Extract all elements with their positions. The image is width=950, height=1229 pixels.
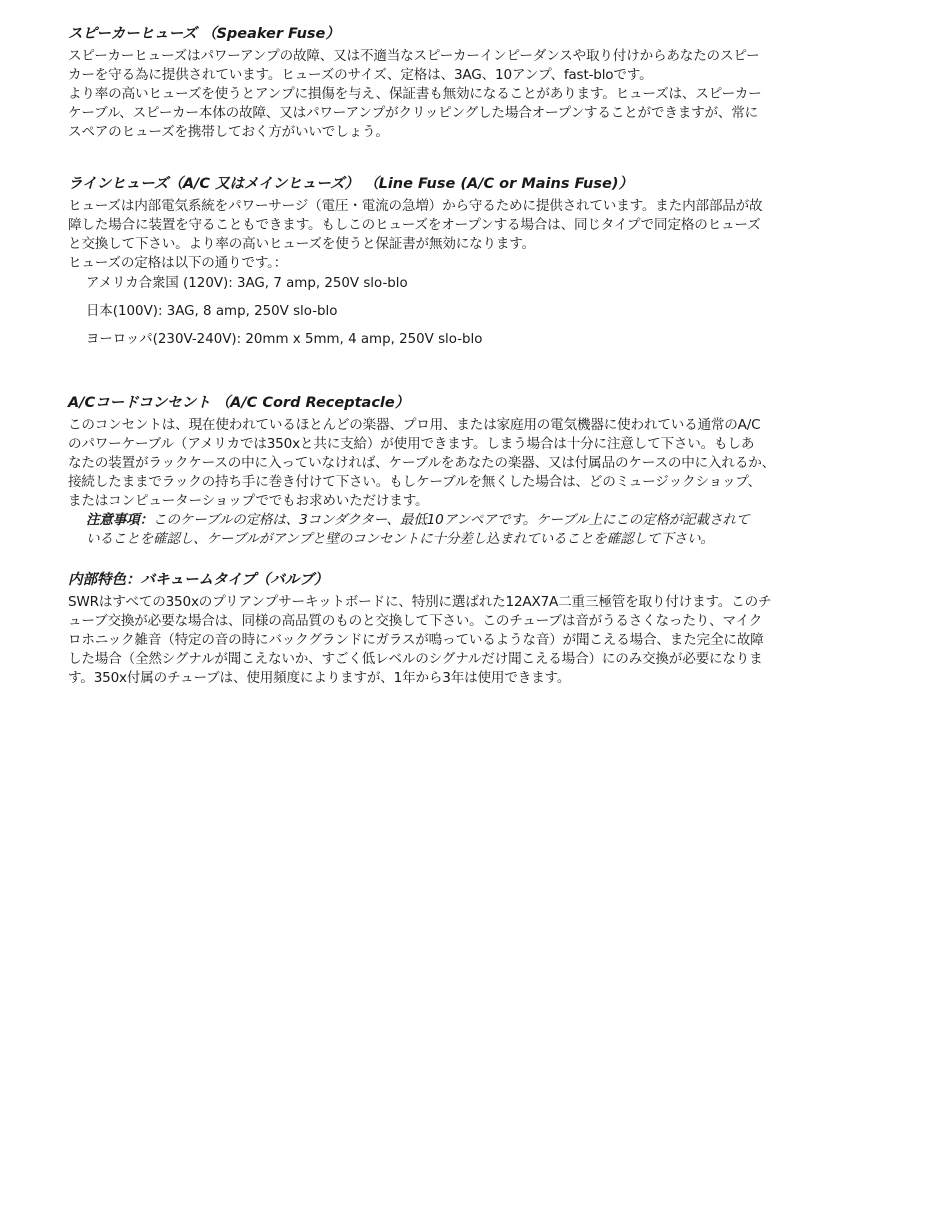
paragraph-line: SWRはすべての350xのプリアンプサーキットボードに、特別に選ばれた12AX7A二重三極管を取り付けます。このチ (68, 594, 772, 610)
caution-text: このケーブルの定格は、3コンダクター、最低10アンペアです。ケーブル上にこの定格が記載されて (152, 512, 750, 528)
fuse-rating-item: 日本(100V): 3AG, 8 amp, 250V slo-blo (86, 304, 338, 319)
paragraph-line: スペアのヒューズを携帯しておく方がいいでしょう。 (68, 124, 389, 140)
paragraph-line: ヒューズの定格は以下の通りです。： (68, 255, 288, 271)
paragraph-line: した場合（全然シグナルが聞こえないか、すごく低レベルのシグナルだけ聞こえる場合）にのみ交換が必要になりま (68, 651, 763, 667)
paragraph-line: ヒューズは内部電気系統をパワーサージ（電圧・電流の急増）から守るために提供されています。また内部部品が故 (68, 198, 763, 214)
paragraph-line: スピーカーヒューズはパワーアンプの故障、又は不適当なスピーカーインピーダンスや取り付けからあなたのスピー (68, 48, 760, 64)
paragraph-line: ロホニック雑音（特定の音の時にバックグランドにガラスが鳴っているような音）が聞こえる場合、また完全に故障 (68, 632, 764, 648)
line-fuse-section (68, 174, 880, 358)
paragraph-line: ューブ交換が必要な場合は、同様の高品質のものと交換して下さい。このチューブは音がうるさくなったり、マイク (68, 613, 763, 629)
paragraph-line: より率の高いヒューズを使うとアンプに損傷を与え、保証書も無効になることがあります。ヒューズは、スピーカー (68, 86, 762, 102)
paragraph-line: このコンセントは、現在使われているほとんどの楽器、プロ用、または家庭用の電気機器に使われている通常のA/C (68, 417, 761, 433)
fuse-rating-item: アメリカ合衆国 (120V): 3AG, 7 amp, 250V slo-blo (86, 276, 408, 291)
paragraph-line: 障した場合に装置を守ることもできます。もしこのヒューズをオープンする場合は、同じタイプで同定格のヒューズ (68, 217, 761, 233)
section-heading: A/Cコードコンセント （A/C Cord Receptacle） (68, 395, 410, 411)
paragraph-line: 接続したままでラックの持ち手に巻き付けて下さい。もしケーブルを無くした場合は、どのミュージックショップ、 (68, 474, 762, 490)
paragraph-line: なたの装置がラックケースの中に入っていなければ、ケーブルをあなたの楽器、又は付属品のケースの中に入れるか、 (68, 455, 776, 471)
speaker-fuse-section (68, 24, 880, 142)
ac-cord-section (68, 393, 880, 549)
section-heading: スピーカーヒューズ （Speaker Fuse） (68, 26, 340, 42)
caution-label: 注意事項： (86, 512, 153, 528)
paragraph-line: と交換して下さい。より率の高いヒューズを使うと保証書が無効になります。 (68, 236, 536, 252)
paragraph-line: またはコンピューターショップででもお求めいただけます。 (68, 493, 429, 509)
section-heading: 内部特色：バキュームタイプ（バルブ） (68, 572, 329, 588)
vacuum-tube-section (68, 570, 880, 688)
caution-note (86, 511, 880, 530)
document-page (68, 24, 880, 686)
paragraph-line: ケーブル、スピーカー本体の故障、又はパワーアンプがクリッピングした場合オープンすることができますが、常に (68, 105, 759, 121)
paragraph-line: カーを守る為に提供されています。ヒューズのサイズ、定格は、3AG、10アンプ、fast-bloです。 (68, 67, 653, 83)
fuse-rating-item: ヨーロッパ(230V-240V): 20mm x 5mm, 4 amp, 250V slo-blo (86, 332, 483, 347)
caution-note-continued: いることを確認し、ケーブルがアンプと壁のコンセントに十分差し込まれていることを確認して下さい。 (86, 531, 714, 547)
section-heading: ラインヒューズ（A/C 又はメインヒューズ） （Line Fuse (A/C or Mains Fuse)） (68, 176, 633, 192)
paragraph-line: のパワーケーブル（アメリカでは350xと共に支給）が使用できます。しまう場合は十分に注意して下さい。もしあ (68, 436, 755, 452)
paragraph-line: す。350x付属のチューブは、使用頻度によりますが、1年から3年は使用できます。 (68, 670, 571, 686)
